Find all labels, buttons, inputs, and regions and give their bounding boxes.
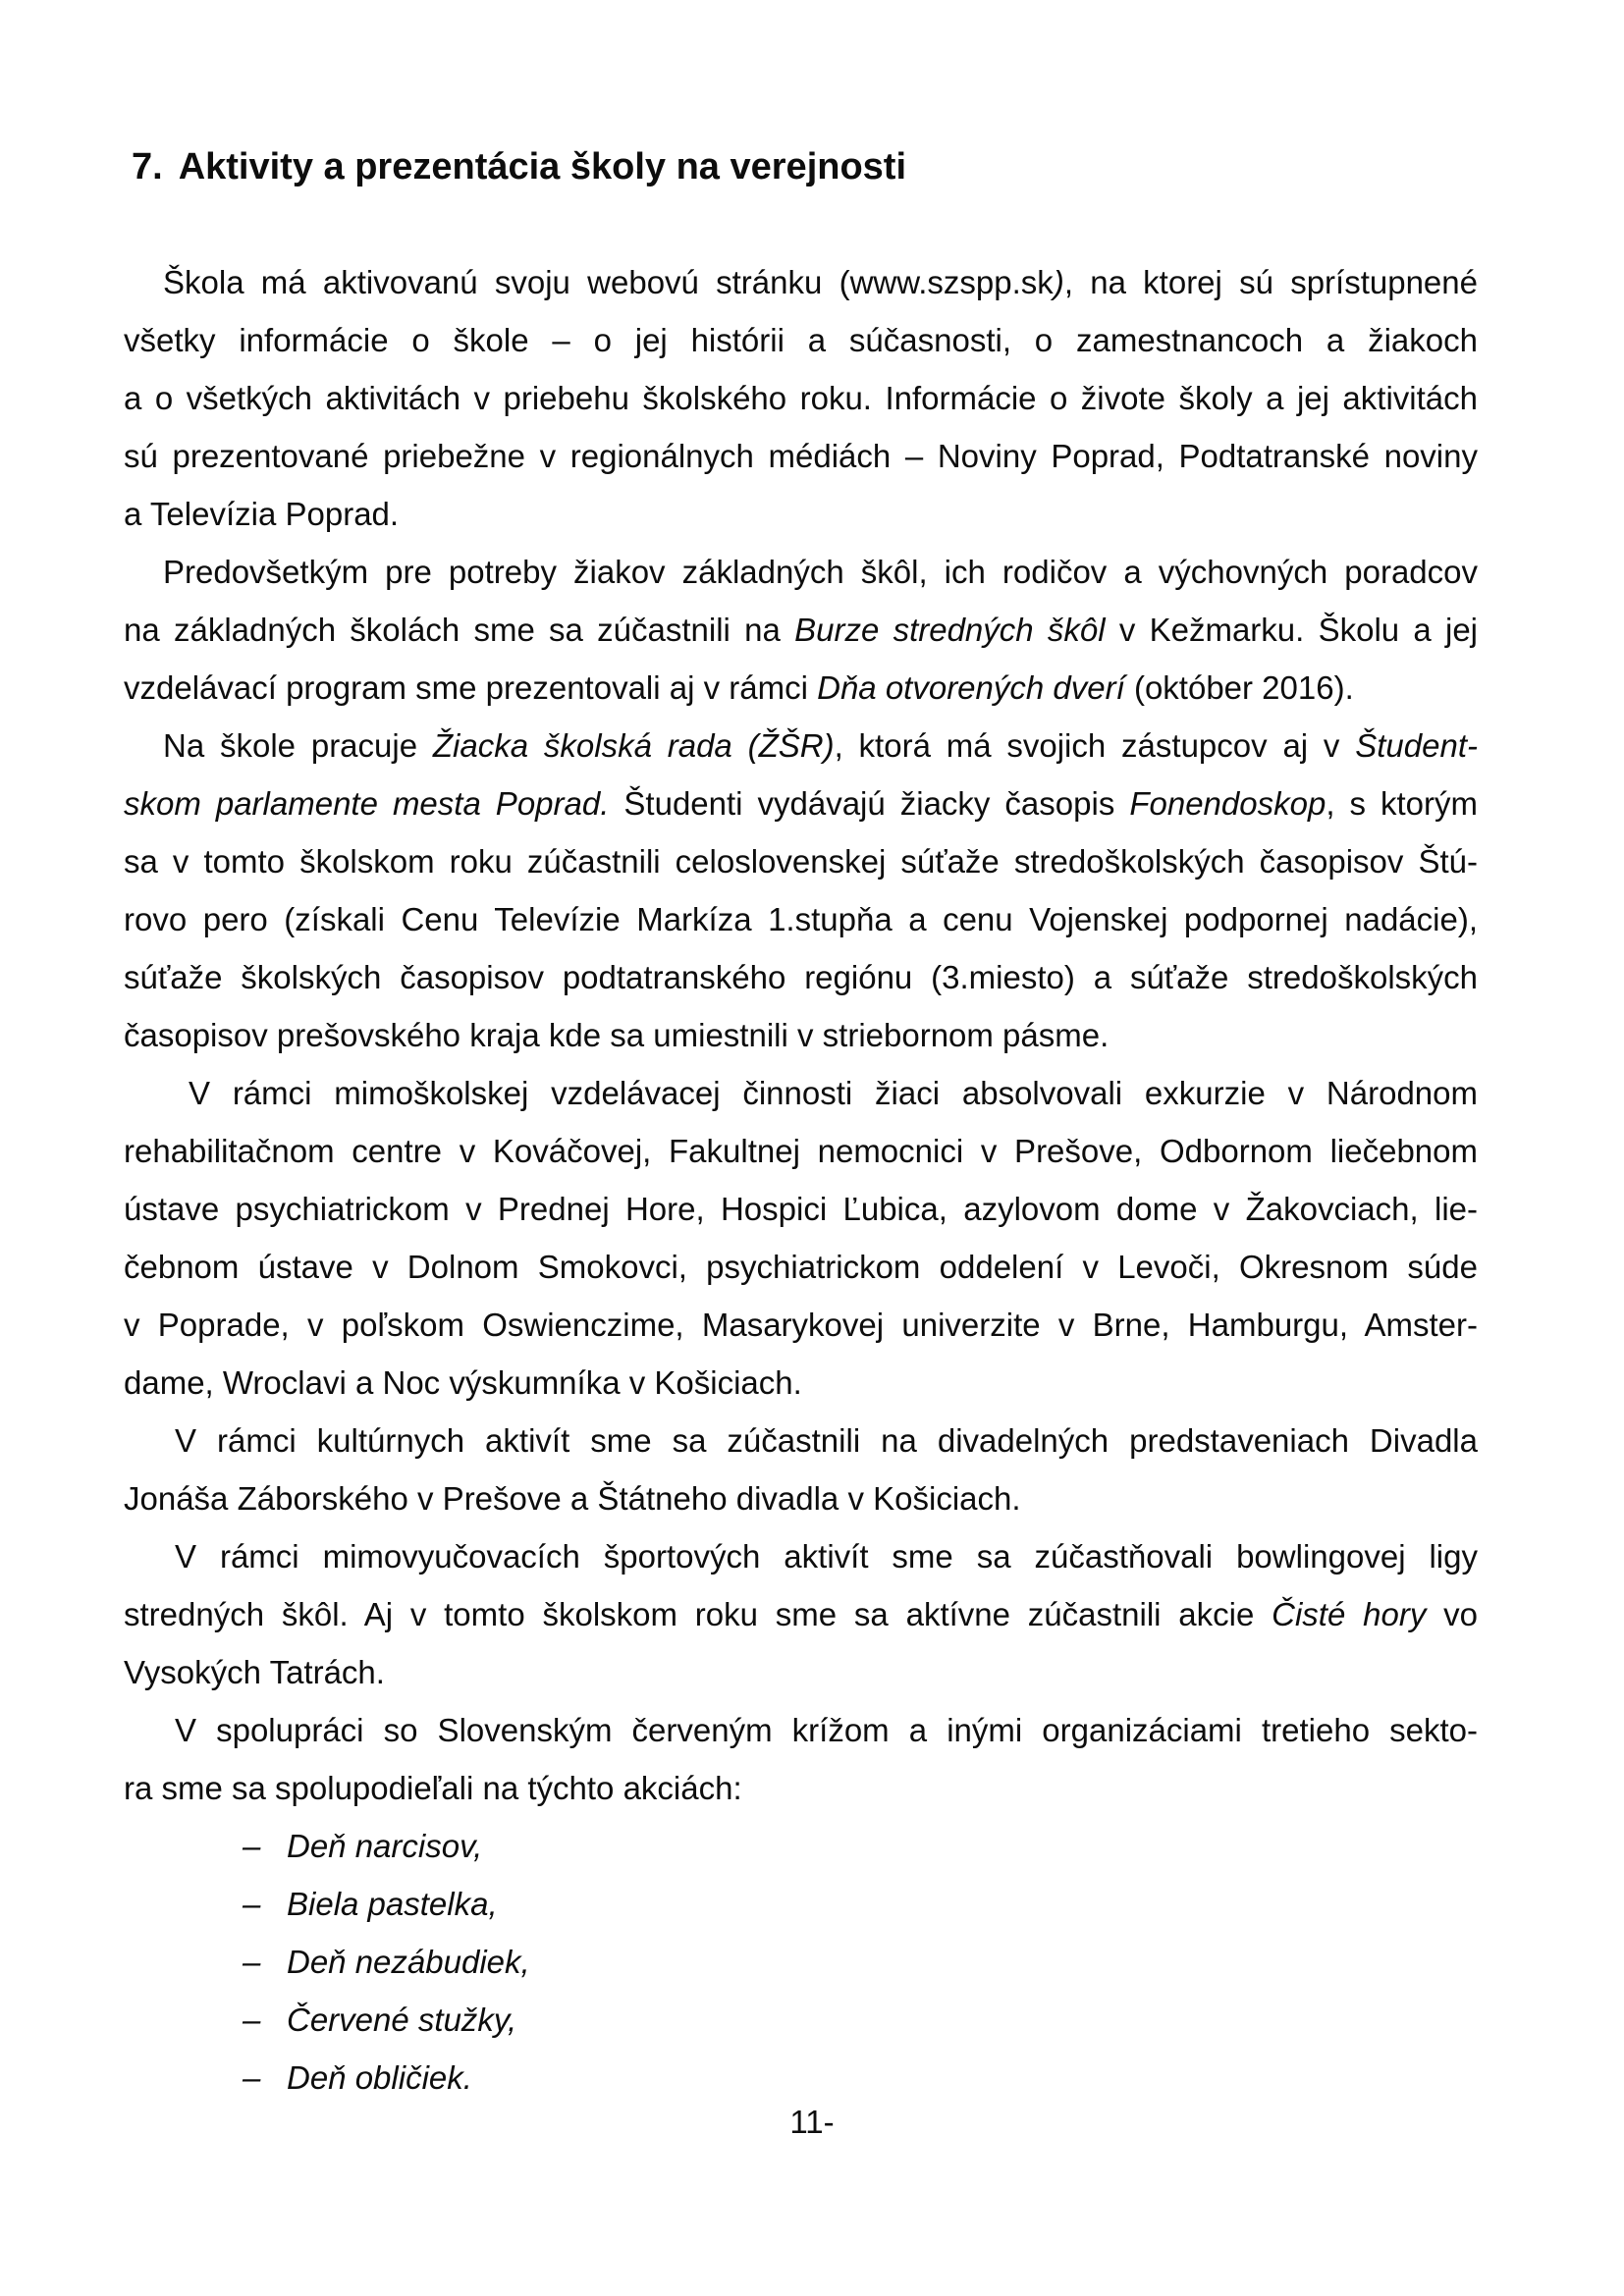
text-segment: vzdelávací program sme prezentovali aj v rámci	[124, 669, 818, 706]
text-segment: časopisov prešovského kraja kde sa umiestnili v striebornom pásme.	[124, 1017, 1110, 1053]
text-segment: , s ktorým	[1326, 785, 1479, 822]
list-item	[124, 1817, 1478, 1875]
list-item-label: Deň obličiek.	[287, 2059, 472, 2096]
text-segment: V rámci mimoškolskej vzdelávacej činnosti žiaci absolvovali exkurzie v Národnom	[189, 1075, 1478, 1111]
list-item	[124, 1991, 1478, 2049]
text-line	[124, 890, 1478, 948]
list-item-label: Červené stužky,	[287, 2002, 517, 2038]
text-segment: V rámci kultúrnych aktivít sme sa zúčastnili na divadelných predstaveniach Divadla	[175, 1422, 1478, 1459]
paragraph	[124, 717, 1478, 1064]
text-line	[124, 1238, 1478, 1296]
text-segment: Predovšetkým pre potreby žiakov základných škôl, ich rodičov a výchovných poradcov	[163, 554, 1478, 590]
paragraph	[124, 543, 1478, 717]
text-line	[124, 1064, 1478, 1122]
text-segment: rovo pero (získali Cenu Televízie Markíza 1.stupňa a cenu Vojenskej podpornej nadácie),	[124, 901, 1478, 937]
text-line	[124, 659, 1478, 717]
text-segment: súťaže školských časopisov podtatranského regiónu (3.miesto) a súťaže stredoškolských	[124, 959, 1478, 995]
text-line	[124, 1296, 1478, 1354]
text-line	[124, 601, 1478, 659]
paragraph	[124, 1527, 1478, 1701]
text-segment: v Kežmarku. Školu a jej	[1105, 612, 1478, 648]
text-segment: sa v tomto školskom roku zúčastnili celoslovenskej súťaže stredoškolských časopisov Štú-	[124, 843, 1478, 880]
text-line	[124, 485, 1478, 543]
text-line	[124, 832, 1478, 890]
text-line	[124, 1527, 1478, 1585]
text-segment: ústave psychiatrickom v Prednej Hore, Hospici Ľubica, azylovom dome v Žakovciach, lie-	[124, 1191, 1478, 1227]
text-segment: Vysokých Tatrách.	[124, 1654, 385, 1690]
text-line	[124, 543, 1478, 601]
list-item	[124, 1933, 1478, 1991]
text-segment: skom parlamente mesta Poprad.	[124, 785, 610, 822]
list-item-label: Deň narcisov,	[287, 1828, 483, 1864]
paragraph	[124, 253, 1478, 543]
text-segment: Študent-	[1355, 727, 1478, 764]
list-item-label: Deň nezábudiek,	[287, 1944, 530, 1980]
text-segment: a o všetkých aktivitách v priebehu školského roku. Informácie o živote školy a jej aktivitách	[124, 380, 1478, 416]
text-line	[124, 1759, 1478, 1817]
list-item	[124, 2049, 1478, 2107]
text-line	[124, 717, 1478, 774]
text-line	[124, 948, 1478, 1006]
dash-marker: –	[243, 1944, 261, 1980]
text-segment: Burze stredných škôl	[794, 612, 1106, 648]
text-segment: ra sme sa spolupodieľali na týchto akciách:	[124, 1770, 742, 1806]
text-segment: rehabilitačnom centre v Kováčovej, Fakultnej nemocnici v Prešove, Odbornom liečebnom	[124, 1133, 1478, 1169]
text-segment: Študenti vydávajú žiacky časopis	[609, 785, 1130, 822]
text-line	[124, 774, 1478, 832]
text-segment: V spolupráci so Slovenským červeným krížom a inými organizáciami tretieho sekto-	[175, 1712, 1478, 1748]
text-segment: , na ktorej sú sprístupnené	[1063, 264, 1478, 300]
text-line	[124, 253, 1478, 311]
paragraph	[124, 1064, 1478, 1412]
text-line	[124, 1701, 1478, 1759]
text-segment: sú prezentované priebežne v regionálnych médiách – Noviny Poprad, Podtatranské noviny	[124, 438, 1478, 474]
heading-number: 7.	[132, 146, 163, 187]
text-segment: čebnom ústave v Dolnom Smokovci, psychiatrickom oddelení v Levoči, Okresnom súde	[124, 1249, 1478, 1285]
text-line	[124, 1006, 1478, 1064]
paragraph	[124, 1412, 1478, 1527]
text-line	[124, 1469, 1478, 1527]
text-segment: Čisté hory	[1272, 1596, 1427, 1632]
text-segment: Škola má aktivovanú svoju webovú stránku (www.szspp.sk	[163, 264, 1054, 300]
text-line	[124, 427, 1478, 485]
text-line	[124, 1643, 1478, 1701]
text-segment: Jonáša Záborského v Prešove a Štátneho divadla v Košiciach.	[124, 1480, 1021, 1517]
paragraph	[124, 1701, 1478, 1817]
list-item-label: Biela pastelka,	[287, 1886, 498, 1922]
text-segment: v Poprade, v poľskom Oswienczime, Masarykovej univerzite v Brne, Hamburgu, Amster-	[124, 1307, 1478, 1343]
document-content	[124, 0, 1478, 2107]
bullet-list	[124, 1817, 1478, 2107]
text-segment: všetky informácie o škole – o jej histórii a súčasnosti, o zamestnancoch a žiakoch	[124, 322, 1478, 358]
text-line	[124, 1585, 1478, 1643]
dash-marker: –	[243, 1828, 261, 1864]
text-segment: Žiacka školská rada (ŽŠR)	[432, 727, 835, 764]
text-line	[124, 369, 1478, 427]
page-number: 11-	[789, 2104, 835, 2140]
text-segment: (október 2016).	[1124, 669, 1354, 706]
text-segment: , ktorá má svojich zástupcov aj v	[834, 727, 1356, 764]
section-heading	[124, 137, 1478, 196]
text-segment: Na škole pracuje	[163, 727, 433, 764]
list-item	[124, 1875, 1478, 1933]
text-line	[124, 1354, 1478, 1412]
text-segment: Dňa otvorených dverí	[817, 669, 1125, 706]
text-line	[124, 1180, 1478, 1238]
paragraphs	[124, 253, 1478, 1817]
text-segment: a Televízia Poprad.	[124, 496, 400, 532]
text-segment: dame, Wroclavi a Noc výskumníka v Košiciach.	[124, 1364, 802, 1401]
text-segment: )	[1053, 264, 1064, 300]
text-segment: vo	[1426, 1596, 1478, 1632]
heading-text: Aktivity a prezentácia školy na verejnosti	[178, 146, 907, 187]
text-line	[124, 1122, 1478, 1180]
dash-marker: –	[243, 2002, 261, 2038]
dash-marker: –	[243, 1886, 261, 1922]
dash-marker: –	[243, 2059, 261, 2096]
text-segment: na základných školách sme sa zúčastnili na	[124, 612, 795, 648]
text-line	[124, 311, 1478, 369]
text-segment: V rámci mimovyučovacích športových aktivít sme sa zúčastňovali bowlingovej ligy	[175, 1538, 1478, 1575]
text-segment: stredných škôl. Aj v tomto školskom roku sme sa aktívne zúčastnili akcie	[124, 1596, 1272, 1632]
text-line	[124, 1412, 1478, 1469]
text-segment: Fonendoskop	[1129, 785, 1326, 822]
